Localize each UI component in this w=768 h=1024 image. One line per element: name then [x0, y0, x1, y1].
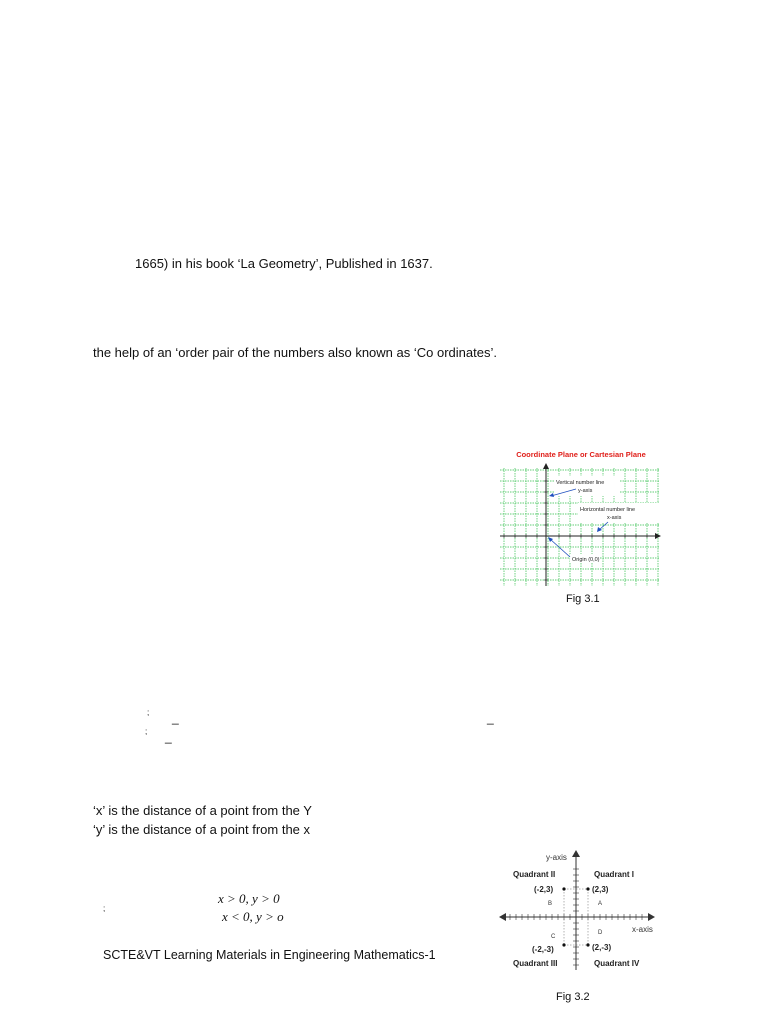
fig32-point-d	[586, 943, 589, 946]
stray-semicolon-1: ;	[147, 708, 150, 717]
fig31-origin-label: Origin (0,0)	[572, 557, 600, 563]
fig32-point-c-label: (-2,-3)	[532, 945, 554, 954]
fig32-quadrant-2: Quadrant II	[513, 870, 556, 879]
fig31-origin-arrow	[550, 539, 570, 557]
fig32-letter-c: C	[551, 934, 556, 940]
fig31-vertical-arrow-icon	[549, 493, 554, 497]
fig31-y-arrow-icon	[543, 463, 549, 469]
fig32-x-arrow-right-icon	[648, 913, 655, 921]
fig32-point-a-label: (2,3)	[592, 885, 609, 894]
stray-semicolon-2: ;	[145, 727, 148, 736]
fig-3-1-coordinate-plane	[498, 446, 664, 592]
text-y-distance: ‘y’ is the distance of a point from the x	[93, 822, 311, 837]
math-quadrant-1-condition: x > 0, y > 0	[218, 891, 280, 906]
fig32-point-c	[562, 943, 565, 946]
stray-dash-3: _	[165, 730, 172, 744]
stray-dash-1: _	[172, 711, 179, 725]
fig32-letter-a: A	[598, 901, 603, 907]
fig32-point-a	[586, 887, 589, 890]
fig32-point-b	[562, 887, 565, 890]
fig32-point-b-label: (-2,3)	[534, 885, 554, 894]
fig31-yaxis-label: y-axis	[578, 488, 593, 494]
fig31-xaxis-label: x-axis	[607, 515, 622, 521]
fig32-caption: Fig 3.2	[556, 991, 590, 1003]
fig31-caption: Fig 3.1	[566, 593, 600, 605]
fig32-quadrant-1: Quadrant I	[594, 870, 635, 879]
fig31-vertical-label: Vertical number line	[556, 480, 605, 486]
fig31-horizontal-label: Horizontal number line	[580, 507, 636, 513]
fig32-letter-b: B	[548, 901, 553, 907]
text-x-distance: ‘x’ is the distance of a point from the Y	[93, 803, 312, 818]
fig32-letter-d: D	[598, 930, 603, 936]
stray-semicolon-3: ;	[103, 904, 106, 913]
fig32-quadrant-4: Quadrant IV	[594, 959, 640, 968]
fig32-x-axis-label: x-axis	[632, 925, 653, 934]
fig32-point-d-label: (2,-3)	[592, 943, 612, 952]
math-quadrant-2-condition: x < 0, y > o	[222, 909, 284, 924]
footer-text: SCTE&VT Learning Materials in Engineering Mathematics-1	[103, 948, 436, 962]
fig-3-2-quadrants	[496, 846, 664, 976]
fig32-quadrant-3: Quadrant III	[513, 959, 558, 968]
fig32-y-arrow-icon	[572, 850, 580, 857]
fig32-x-arrow-left-icon	[499, 913, 506, 921]
fig31-title: Coordinate Plane or Cartesian Plane	[516, 450, 646, 459]
stray-dash-2: _	[487, 711, 494, 725]
text-line-order-pair: the help of an ‘order pair of the numbers also known as ‘Co ordinates’.	[93, 345, 497, 360]
text-line-1665: 1665) in his book ‘La Geometry’, Published in 1637.	[135, 256, 433, 271]
fig32-y-axis-label: y-axis	[546, 853, 567, 862]
